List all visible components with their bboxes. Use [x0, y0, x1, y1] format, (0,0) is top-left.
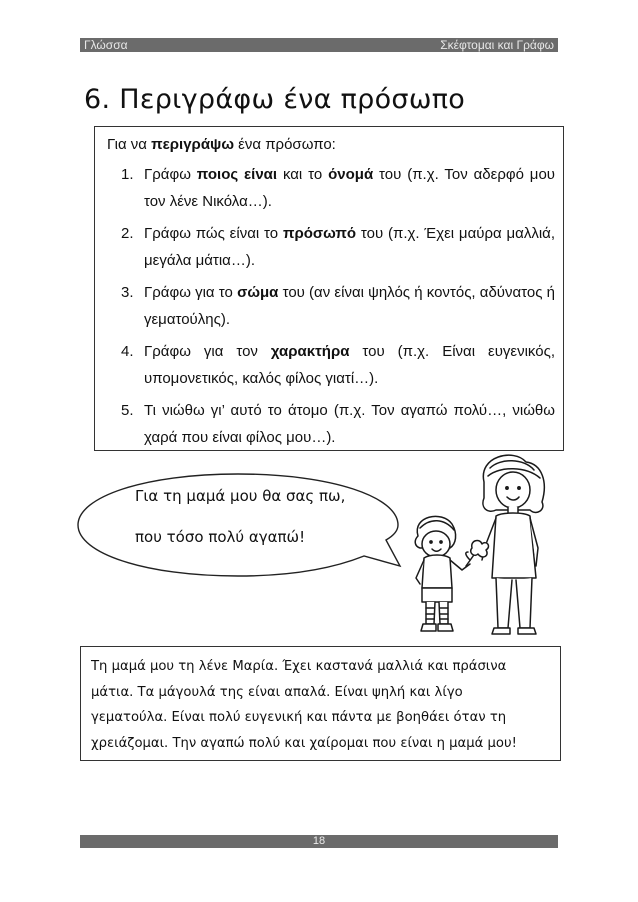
bubble-line-2: που τόσο πολύ αγαπώ!	[135, 528, 306, 546]
footer-bar	[80, 835, 558, 848]
intro-text-end: ένα πρόσωπο:	[234, 136, 336, 153]
intro-keyword: περιγράψω	[151, 136, 235, 153]
list-item-text: του (π.χ. Είναι ευγενικός, υπομονετικός, καλός φίλος γιατί…).	[144, 343, 555, 387]
header-subject: Γλώσσα	[84, 38, 128, 52]
list-item	[107, 338, 555, 392]
instructions-list	[107, 161, 555, 451]
list-item-text: Γράφω πώς είναι το	[144, 225, 283, 242]
list-item-number: 1.	[121, 166, 134, 183]
list-item-text: του (π.χ. Έχει μαύρα μαλλιά, μεγάλα μάτια…).	[144, 225, 555, 269]
paragraph-line: μάτια. Τα μάγουλά της είναι απαλά. Είναι ψηλή και λίγο	[91, 684, 463, 700]
instructions-intro	[107, 136, 555, 153]
list-item-keyword: ποιος είναι	[196, 166, 278, 183]
list-item-keyword: χαρακτήρα	[270, 343, 350, 360]
page-number: 18	[312, 835, 326, 847]
list-item-text: Γράφω για το	[144, 284, 238, 301]
list-item-text: Γράφω για τον	[144, 343, 271, 360]
list-item-keyword: όνομά	[328, 166, 374, 183]
list-item-number: 2.	[121, 225, 134, 242]
list-item-keyword: πρόσωπό	[282, 225, 357, 242]
bubble-line-1: Για τη μαμά μου θα σας πω,	[135, 487, 346, 505]
mother-and-child-illustration	[396, 448, 568, 638]
list-item-text: του (αν είναι ψηλός ή κοντός, αδύνατος ή γεματούλης).	[144, 284, 556, 328]
header-section: Σκέφτομαι και Γράφω	[440, 38, 554, 52]
list-item-number: 3.	[121, 284, 134, 301]
example-paragraph-box	[80, 646, 561, 761]
header-bar	[80, 38, 558, 52]
list-item-text: Γράφω	[144, 166, 197, 183]
list-item-keyword: σώμα	[237, 284, 279, 301]
paragraph-line: Τη μαμά μου τη λένε Μαρία. Έχει καστανά μαλλιά και πράσινα	[91, 659, 507, 674]
list-item	[107, 161, 555, 215]
list-item	[107, 220, 555, 274]
page-title: 6. Περιγράφω ένα πρόσωπο	[84, 84, 466, 115]
intro-text-start: Για να	[107, 136, 152, 153]
instructions-box	[94, 126, 564, 451]
list-item-text: του (π.χ. Τον αδερφό μου τον λένε Νικόλα…).	[144, 166, 555, 210]
list-item	[107, 397, 555, 451]
list-item-text: Τι νιώθω γι’ αυτό το άτομο (π.χ. Τον αγαπώ πολύ…, νιώθω χαρά που είναι φίλος μου…).	[144, 402, 555, 446]
paragraph-line: χρειάζομαι. Την αγαπώ πολύ και χαίρομαι που είναι η μαμά μου!	[91, 735, 517, 751]
list-item	[107, 279, 555, 333]
list-item-text: και το	[277, 166, 329, 183]
list-item-number: 5.	[121, 402, 134, 419]
paragraph-line: γεματούλα. Είναι πολύ ευγενική και πάντα με βοηθάει όταν τη	[91, 710, 507, 725]
list-item-number: 4.	[121, 343, 134, 360]
